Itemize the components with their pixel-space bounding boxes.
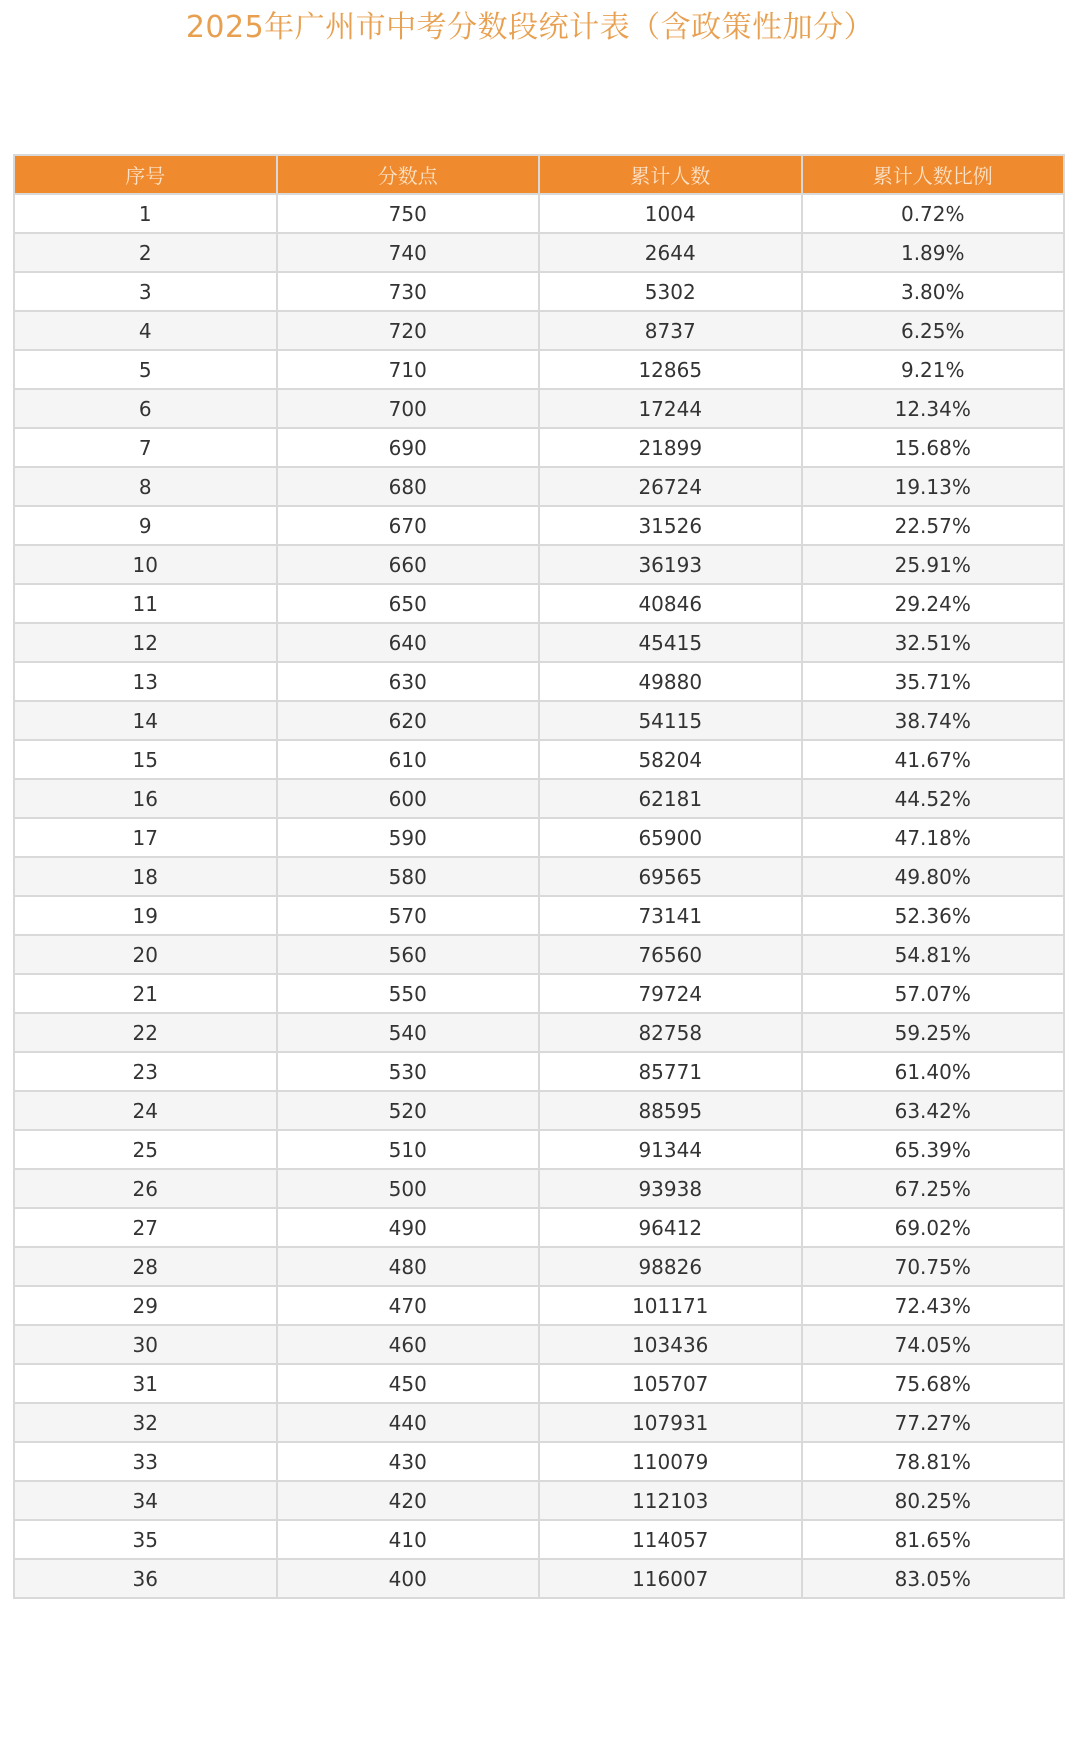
cell-cumulative-count: 107931 [539, 1403, 802, 1442]
table-row [14, 1091, 1064, 1130]
cell-cumulative-ratio: 57.07% [802, 974, 1065, 1013]
table-row [14, 233, 1064, 272]
cell-cumulative-ratio: 81.65% [802, 1520, 1065, 1559]
cell-score: 580 [277, 857, 540, 896]
cell-rank: 24 [14, 1091, 277, 1130]
cell-cumulative-ratio: 69.02% [802, 1208, 1065, 1247]
cell-cumulative-ratio: 83.05% [802, 1559, 1065, 1598]
cell-cumulative-count: 36193 [539, 545, 802, 584]
cell-score: 420 [277, 1481, 540, 1520]
table-row [14, 1247, 1064, 1286]
cell-score: 720 [277, 311, 540, 350]
cell-cumulative-count: 103436 [539, 1325, 802, 1364]
table-row [14, 1130, 1064, 1169]
table-row [14, 1013, 1064, 1052]
table-row [14, 935, 1064, 974]
cell-cumulative-ratio: 12.34% [802, 389, 1065, 428]
cell-rank: 35 [14, 1520, 277, 1559]
cell-score: 690 [277, 428, 540, 467]
cell-score: 650 [277, 584, 540, 623]
cell-rank: 18 [14, 857, 277, 896]
cell-cumulative-count: 88595 [539, 1091, 802, 1130]
cell-cumulative-count: 101171 [539, 1286, 802, 1325]
cell-cumulative-count: 110079 [539, 1442, 802, 1481]
cell-rank: 30 [14, 1325, 277, 1364]
cell-rank: 28 [14, 1247, 277, 1286]
cell-score: 700 [277, 389, 540, 428]
table-row [14, 623, 1064, 662]
cell-cumulative-ratio: 35.71% [802, 662, 1065, 701]
cell-cumulative-ratio: 63.42% [802, 1091, 1065, 1130]
table-row [14, 1052, 1064, 1091]
cell-cumulative-count: 62181 [539, 779, 802, 818]
cell-score: 750 [277, 194, 540, 233]
cell-rank: 22 [14, 1013, 277, 1052]
cell-cumulative-ratio: 3.80% [802, 272, 1065, 311]
cell-rank: 32 [14, 1403, 277, 1442]
table-row [14, 1325, 1064, 1364]
cell-rank: 26 [14, 1169, 277, 1208]
cell-cumulative-count: 91344 [539, 1130, 802, 1169]
cell-score: 590 [277, 818, 540, 857]
cell-cumulative-ratio: 15.68% [802, 428, 1065, 467]
table-row [14, 1364, 1064, 1403]
cell-cumulative-ratio: 75.68% [802, 1364, 1065, 1403]
cell-rank: 7 [14, 428, 277, 467]
cell-score: 560 [277, 935, 540, 974]
table-row [14, 506, 1064, 545]
cell-cumulative-count: 73141 [539, 896, 802, 935]
cell-cumulative-count: 98826 [539, 1247, 802, 1286]
cell-rank: 29 [14, 1286, 277, 1325]
cell-score: 670 [277, 506, 540, 545]
cell-score: 600 [277, 779, 540, 818]
cell-score: 490 [277, 1208, 540, 1247]
cell-cumulative-ratio: 38.74% [802, 701, 1065, 740]
table-row [14, 545, 1064, 584]
cell-rank: 34 [14, 1481, 277, 1520]
cell-rank: 15 [14, 740, 277, 779]
table-row [14, 701, 1064, 740]
cell-cumulative-count: 69565 [539, 857, 802, 896]
table-row [14, 857, 1064, 896]
cell-cumulative-count: 112103 [539, 1481, 802, 1520]
cell-rank: 10 [14, 545, 277, 584]
cell-cumulative-ratio: 65.39% [802, 1130, 1065, 1169]
table-row [14, 194, 1064, 233]
table-row [14, 896, 1064, 935]
cell-cumulative-count: 2644 [539, 233, 802, 272]
cell-cumulative-ratio: 54.81% [802, 935, 1065, 974]
table-row [14, 389, 1064, 428]
cell-rank: 13 [14, 662, 277, 701]
cell-rank: 31 [14, 1364, 277, 1403]
page-title: 2025年广州市中考分数段统计表（含政策性加分） [185, 10, 875, 45]
cell-cumulative-ratio: 80.25% [802, 1481, 1065, 1520]
cell-score: 710 [277, 350, 540, 389]
cell-cumulative-count: 79724 [539, 974, 802, 1013]
cell-rank: 21 [14, 974, 277, 1013]
cell-cumulative-ratio: 70.75% [802, 1247, 1065, 1286]
cell-cumulative-count: 114057 [539, 1520, 802, 1559]
table-row [14, 779, 1064, 818]
table-row [14, 662, 1064, 701]
cell-cumulative-ratio: 49.80% [802, 857, 1065, 896]
cell-score: 500 [277, 1169, 540, 1208]
header-row [14, 155, 1064, 194]
table-row [14, 428, 1064, 467]
cell-cumulative-count: 5302 [539, 272, 802, 311]
cell-score: 660 [277, 545, 540, 584]
table-row [14, 1559, 1064, 1598]
table-row [14, 974, 1064, 1013]
cell-cumulative-count: 21899 [539, 428, 802, 467]
score-table [13, 154, 1065, 1599]
header-score: 分数点 [277, 155, 540, 194]
table-row [14, 1286, 1064, 1325]
table-row [14, 1169, 1064, 1208]
table-row [14, 311, 1064, 350]
table-body [14, 194, 1064, 1598]
cell-score: 450 [277, 1364, 540, 1403]
cell-score: 400 [277, 1559, 540, 1598]
cell-cumulative-count: 49880 [539, 662, 802, 701]
cell-score: 620 [277, 701, 540, 740]
table-row [14, 584, 1064, 623]
cell-cumulative-count: 85771 [539, 1052, 802, 1091]
cell-cumulative-ratio: 32.51% [802, 623, 1065, 662]
table-row [14, 1520, 1064, 1559]
cell-cumulative-count: 45415 [539, 623, 802, 662]
cell-rank: 27 [14, 1208, 277, 1247]
cell-cumulative-ratio: 22.57% [802, 506, 1065, 545]
cell-score: 410 [277, 1520, 540, 1559]
cell-rank: 20 [14, 935, 277, 974]
cell-rank: 23 [14, 1052, 277, 1091]
cell-cumulative-ratio: 77.27% [802, 1403, 1065, 1442]
cell-cumulative-ratio: 72.43% [802, 1286, 1065, 1325]
cell-score: 470 [277, 1286, 540, 1325]
cell-score: 440 [277, 1403, 540, 1442]
cell-cumulative-count: 12865 [539, 350, 802, 389]
table-row [14, 350, 1064, 389]
cell-rank: 3 [14, 272, 277, 311]
cell-cumulative-ratio: 52.36% [802, 896, 1065, 935]
cell-cumulative-count: 1004 [539, 194, 802, 233]
table-row [14, 1442, 1064, 1481]
cell-cumulative-count: 31526 [539, 506, 802, 545]
cell-cumulative-ratio: 78.81% [802, 1442, 1065, 1481]
cell-score: 730 [277, 272, 540, 311]
header-rank: 序号 [14, 155, 277, 194]
table-row [14, 818, 1064, 857]
cell-cumulative-ratio: 0.72% [802, 194, 1065, 233]
cell-score: 640 [277, 623, 540, 662]
cell-score: 510 [277, 1130, 540, 1169]
cell-score: 530 [277, 1052, 540, 1091]
cell-score: 740 [277, 233, 540, 272]
cell-score: 570 [277, 896, 540, 935]
cell-cumulative-ratio: 67.25% [802, 1169, 1065, 1208]
cell-cumulative-ratio: 59.25% [802, 1013, 1065, 1052]
cell-rank: 6 [14, 389, 277, 428]
cell-rank: 14 [14, 701, 277, 740]
cell-rank: 1 [14, 194, 277, 233]
cell-score: 680 [277, 467, 540, 506]
table-row [14, 1403, 1064, 1442]
cell-cumulative-count: 76560 [539, 935, 802, 974]
cell-cumulative-ratio: 29.24% [802, 584, 1065, 623]
cell-score: 520 [277, 1091, 540, 1130]
table-row [14, 1481, 1064, 1520]
header-cumulative-count: 累计人数 [539, 155, 802, 194]
table-header [14, 155, 1064, 194]
cell-cumulative-ratio: 74.05% [802, 1325, 1065, 1364]
cell-rank: 8 [14, 467, 277, 506]
cell-cumulative-ratio: 1.89% [802, 233, 1065, 272]
cell-cumulative-count: 96412 [539, 1208, 802, 1247]
cell-cumulative-count: 26724 [539, 467, 802, 506]
cell-cumulative-ratio: 19.13% [802, 467, 1065, 506]
cell-cumulative-ratio: 6.25% [802, 311, 1065, 350]
cell-score: 630 [277, 662, 540, 701]
cell-score: 460 [277, 1325, 540, 1364]
cell-rank: 36 [14, 1559, 277, 1598]
cell-cumulative-count: 93938 [539, 1169, 802, 1208]
cell-cumulative-count: 54115 [539, 701, 802, 740]
cell-cumulative-count: 58204 [539, 740, 802, 779]
cell-score: 550 [277, 974, 540, 1013]
cell-rank: 12 [14, 623, 277, 662]
cell-rank: 25 [14, 1130, 277, 1169]
table-row [14, 740, 1064, 779]
cell-cumulative-count: 8737 [539, 311, 802, 350]
cell-rank: 9 [14, 506, 277, 545]
cell-cumulative-ratio: 47.18% [802, 818, 1065, 857]
cell-rank: 5 [14, 350, 277, 389]
cell-score: 430 [277, 1442, 540, 1481]
cell-rank: 17 [14, 818, 277, 857]
cell-score: 610 [277, 740, 540, 779]
cell-cumulative-ratio: 25.91% [802, 545, 1065, 584]
cell-cumulative-count: 40846 [539, 584, 802, 623]
cell-rank: 4 [14, 311, 277, 350]
cell-cumulative-count: 17244 [539, 389, 802, 428]
cell-rank: 2 [14, 233, 277, 272]
cell-rank: 16 [14, 779, 277, 818]
cell-cumulative-count: 105707 [539, 1364, 802, 1403]
cell-cumulative-ratio: 9.21% [802, 350, 1065, 389]
table-row [14, 272, 1064, 311]
table-row [14, 1208, 1064, 1247]
cell-score: 540 [277, 1013, 540, 1052]
cell-cumulative-count: 65900 [539, 818, 802, 857]
cell-cumulative-count: 82758 [539, 1013, 802, 1052]
cell-cumulative-count: 116007 [539, 1559, 802, 1598]
cell-rank: 11 [14, 584, 277, 623]
cell-score: 480 [277, 1247, 540, 1286]
cell-cumulative-ratio: 61.40% [802, 1052, 1065, 1091]
cell-cumulative-ratio: 41.67% [802, 740, 1065, 779]
cell-cumulative-ratio: 44.52% [802, 779, 1065, 818]
header-cumulative-ratio: 累计人数比例 [802, 155, 1065, 194]
cell-rank: 19 [14, 896, 277, 935]
table-row [14, 467, 1064, 506]
cell-rank: 33 [14, 1442, 277, 1481]
